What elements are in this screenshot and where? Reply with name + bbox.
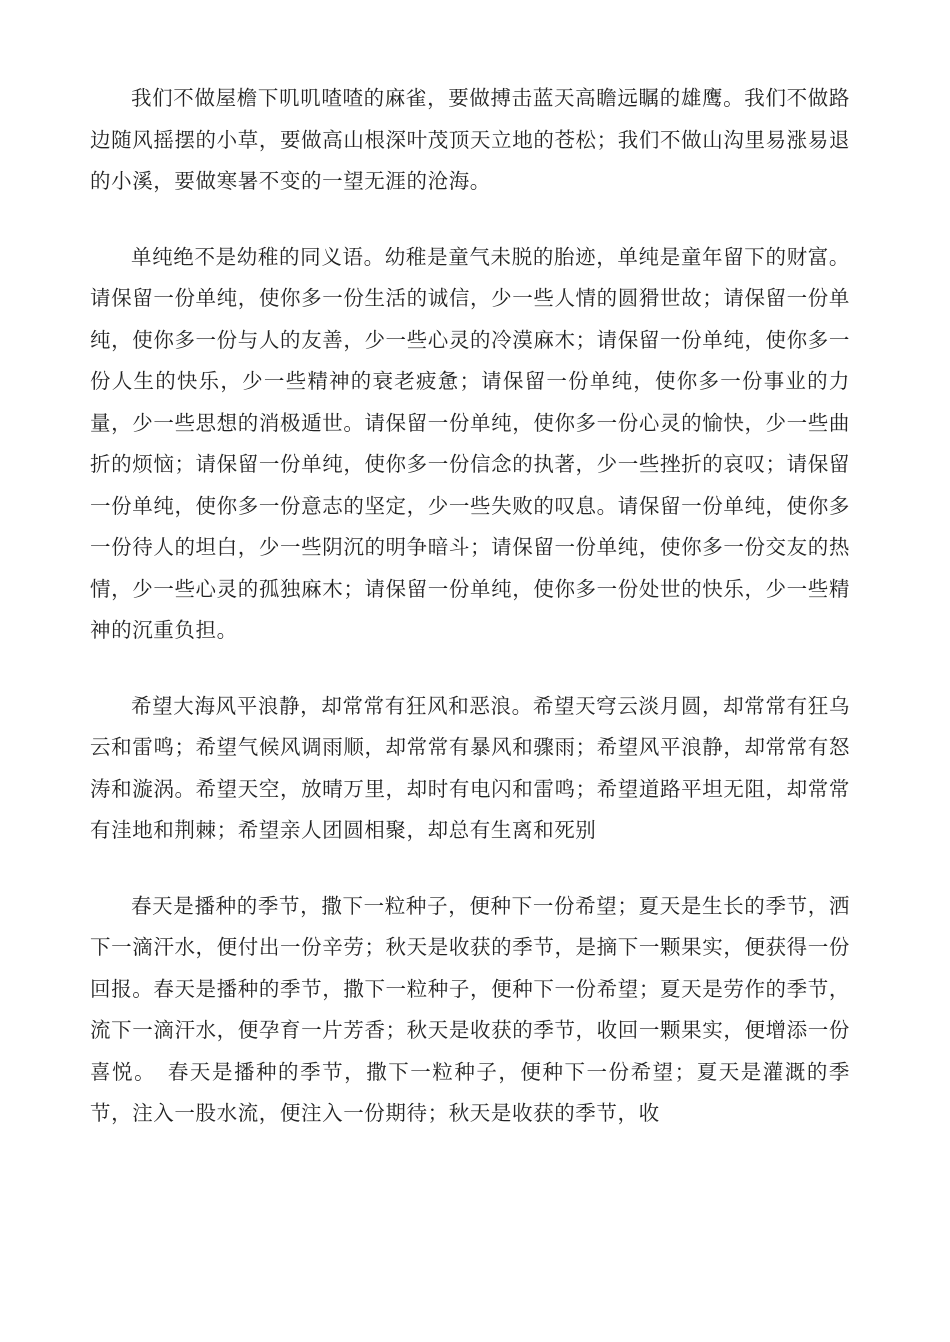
document-page: [90, 78, 850, 1169]
paragraph-hope: 希望大海风平浪静，却常常有狂风和恶浪。希望天穹云淡月圆，却常常有狂乌云和雷鸣；希望气候风调雨顺，却常常有暴风和骤雨；希望风平浪静，却常常有怒涛和漩涡。希望天空，放晴万里，却时有电闪和雷鸣；希望道路平坦无阻，却常常有洼地和荆棘；希望亲人团圆相聚，却总有生离和死别: [90, 693, 850, 842]
paragraph-eagle: 我们不做屋檐下叽叽喳喳的麻雀，要做搏击蓝天高瞻远瞩的雄鹰。我们不做路边随风摇摆的小草，要做高山根深叶茂顶天立地的苍松；我们不做山沟里易涨易退的小溪，要做寒暑不变的一望无涯的沧海。: [90, 86, 850, 193]
paragraph-simplicity: 单纯绝不是幼稚的同义语。幼稚是童气未脱的胎迹，单纯是童年留下的财富。请保留一份单纯，使你多一份生活的诚信，少一些人情的圆猾世故；请保留一份单纯，使你多一份与人的友善，少一些心灵的冷漠麻木；请保留一份单纯，使你多一份人生的快乐，少一些精神的衰老疲惫；请保留一份单纯，使你多一份事业的力量，少一些思想的消极遁世。请保留一份单纯，使你多一份心灵的愉快，少一些曲折的烦恼；请保留一份单纯，使你多一份信念的执著，少一些挫折的哀叹；请保留一份单纯，使你多一份意志的坚定，少一些失败的叹息。请保留一份单纯，使你多一份待人的坦白，少一些阴沉的明争暗斗；请保留一份单纯，使你多一份交友的热情，少一些心灵的孤独麻木；请保留一份单纯，使你多一份处世的快乐，少一些精神的沉重负担。: [90, 244, 850, 642]
paragraph-seasons: 春天是播种的季节，撒下一粒种子，便种下一份希望；夏天是生长的季节，洒下一滴汗水，便付出一份辛劳；秋天是收获的季节，是摘下一颗果实，便获得一份回报。春天是播种的季节，撒下一粒种子，便种下一份希望；夏天是劳作的季节，流下一滴汗水，便孕育一片芳香；秋天是收获的季节，收回一颗果实，便增添一份喜悦。 春天是播种的季节，撒下一粒种子，便种下一份希望；夏天是灌溉的季节，注入一股水流，便注入一份期待；秋天是收获的季节，收: [90, 893, 850, 1125]
